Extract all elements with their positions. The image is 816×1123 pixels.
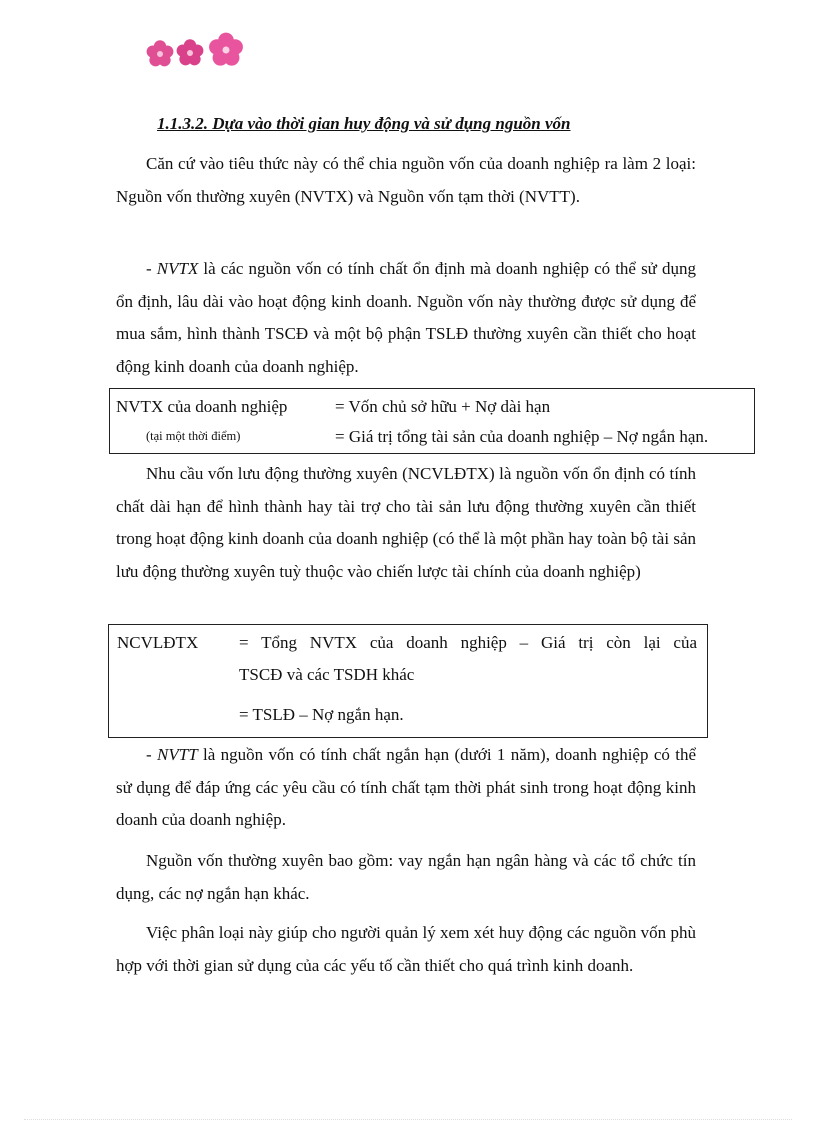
formula-box-ncvldtx	[108, 624, 708, 738]
formula-line-2: = Giá trị tổng tài sản của doanh nghiệp – Nợ ngắn hạn.	[335, 427, 709, 446]
paragraph-classification	[116, 148, 696, 213]
paragraph-last-line: (NVTT).	[519, 186, 580, 206]
paragraph-last-line: lược tài chính của doanh nghiệp)	[417, 561, 641, 581]
flower-decoration-icon	[142, 30, 252, 70]
paragraph-text: là các nguồn vốn có tính chất ổn định mà doanh nghiệp có thể sử dụng ổn định, lâu dài vào hoạt động kinh doanh. Nguồn vốn này thường được sử dụng để mua sắm, hình thành TSCĐ và một bộ phận TSLĐ	[116, 259, 696, 343]
paragraph-text: Nguồn vốn thường xuyên bao gồm: vay ngắn hạn ngân hàng và các tổ	[146, 851, 635, 870]
paragraph-text: Việc phân loại này giúp cho người quản lý xem xét huy động các nguồn vốn phù hợp với thời gian sử dụng của các yếu tố cần thiết cho quá	[116, 923, 696, 975]
section-heading: 1.1.3.2. Dựa vào thời gian huy động và sử dụng nguồn vốn	[157, 114, 571, 133]
formula-sub-label: (tại một thời điểm)	[146, 429, 241, 443]
formula-left-label: NVTX của doanh nghiệp	[116, 397, 288, 416]
term-nvtx: NVTX	[156, 259, 199, 278]
formula-line-1-continued: TSCĐ và các TSDH khác	[239, 665, 415, 684]
paragraph-text: là nguồn vốn có tính chất ngắn hạn (dưới 1 năm), doanh nghiệp có thể sử dụng để đáp ứng các yêu cầu có tính chất tạm thời phát sinh trong	[116, 745, 696, 797]
paragraph-nvtt	[116, 739, 696, 837]
formula-line-1: = Tổng NVTX của doanh nghiệp – Giá trị còn lại của	[239, 633, 697, 652]
bullet-dash: -	[146, 745, 158, 764]
formula-line-2: = TSLĐ – Nợ ngắn hạn.	[239, 705, 404, 724]
paragraph-last-line: hoạt động kinh doanh của doanh nghiệp.	[116, 777, 696, 829]
formula-left-label: NCVLĐTX	[117, 633, 199, 652]
paragraph-text: Căn cứ vào tiêu thức này có thể chia nguồn vốn của doanh nghiệp ra làm 2 loại: Nguồn vốn thường xuyên (NVTX) và Nguồn vốn tạm thời	[116, 154, 696, 206]
paragraph-nvtx	[116, 253, 696, 383]
paragraph-last-line: chức tín dụng, các nợ ngắn hạn khác.	[116, 851, 697, 903]
paragraph-ncvldtx	[116, 458, 696, 588]
page-footer-divider	[24, 1119, 792, 1120]
paragraph-last-line: thường xuyên cần thiết cho hoạt động kinh doanh của doanh nghiệp.	[116, 324, 697, 376]
paragraph-text: Nhu cầu vốn lưu động thường xuyên (NCVLĐTX) là nguồn vốn ổn định có tính chất dài hạn để hình thành hay tài trợ cho tài sản lưu động thường xuyên cần thiết trong hoạt động kinh doanh của doanh nghiệp (có thể là một phần hay toàn bộ tài sản lưu động thường xuyên tuỳ thuộc vào chiến	[116, 464, 696, 581]
term-nvtt: NVTT	[157, 745, 198, 764]
formula-box-nvtx	[109, 388, 755, 454]
bullet-dash: -	[146, 259, 157, 278]
paragraph-conclusion	[116, 917, 696, 982]
paragraph-last-line: trình kinh doanh.	[516, 955, 634, 975]
formula-line-1: = Vốn chủ sở hữu + Nợ dài hạn	[335, 397, 551, 416]
paragraph-sources	[116, 845, 696, 910]
